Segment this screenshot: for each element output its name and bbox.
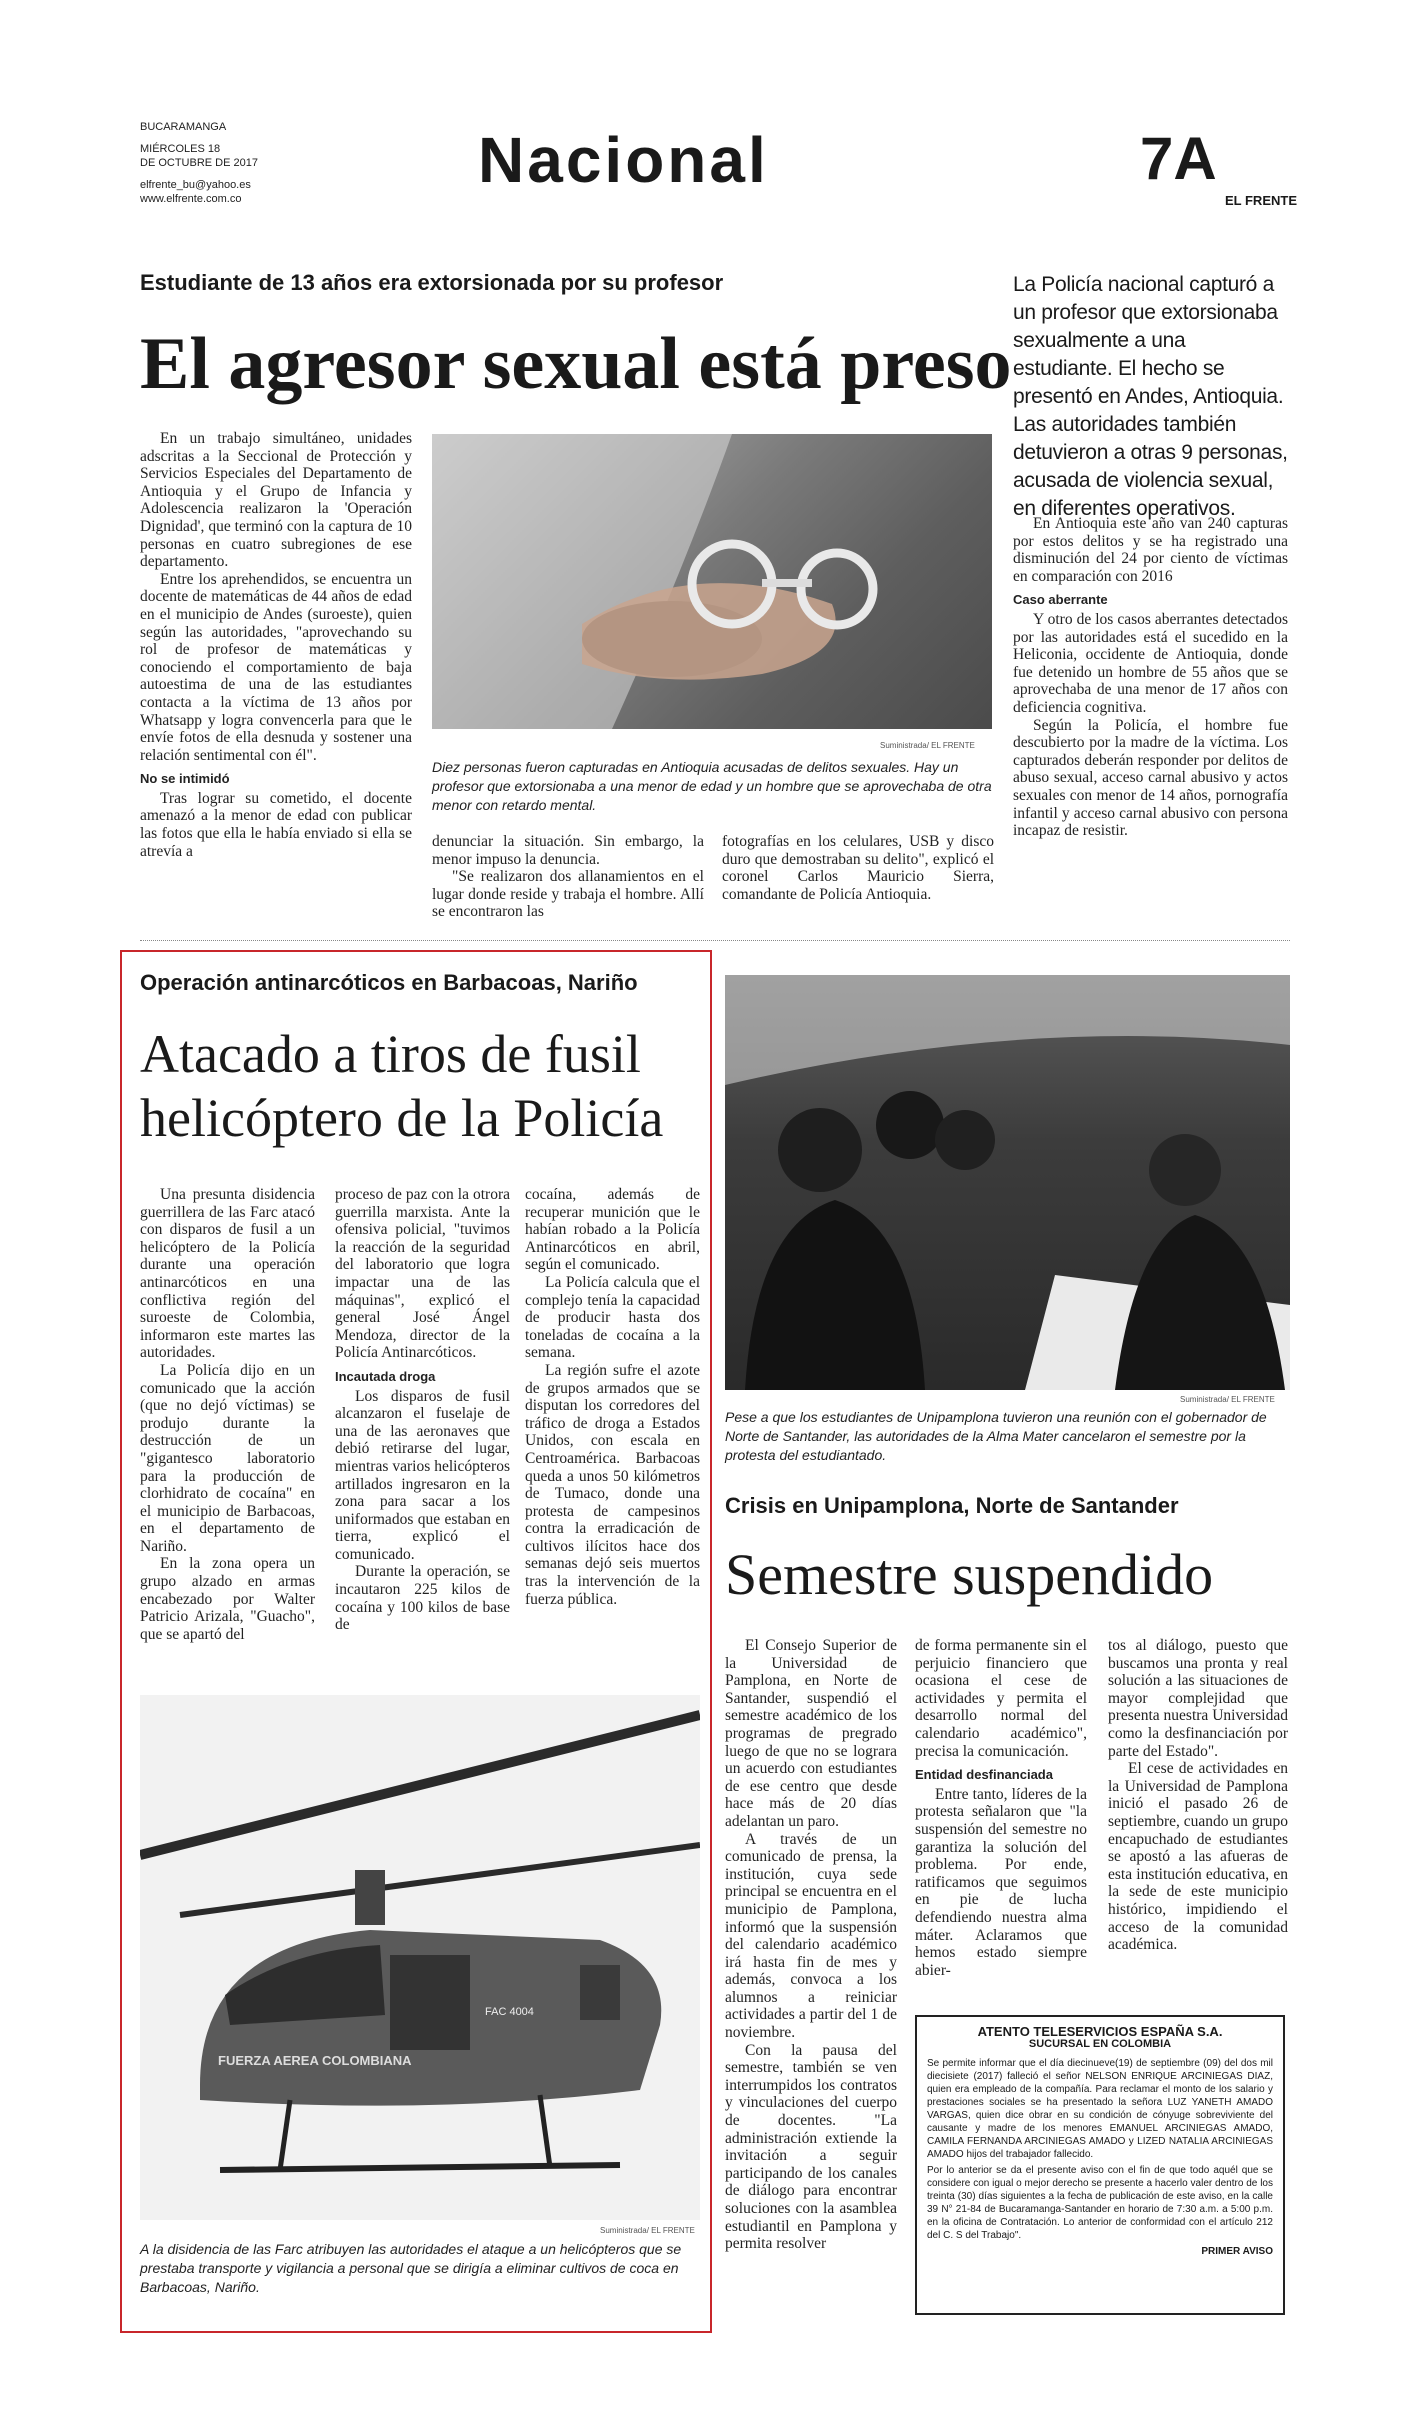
paragraph: de forma permanente sin el perjuicio financiero que ocasiona el cese de actividades y permita el desarrollo normal del calendario académico", precisa la comunicación. xyxy=(915,1637,1087,1760)
subheading: Caso aberrante xyxy=(1013,592,1108,608)
paragraph: La región sufre el azote de grupos armados que se disputan los corredores del tráfico de droga a Estados Unidos, con escala en Centroamérica. Barbacoas queda a unos 50 kilómetros de Tumaco, donde una protesta de campesinos contra la erradicación de cultivos ilícitos hace dos semanas dejó seis muertos tras la intervención de la fuerza pública. xyxy=(525,1361,700,1608)
paragraph: Durante la operación, se incautaron 225 kilos de cocaína y 100 kilos de base de xyxy=(335,1563,510,1634)
date-line-2: DE OCTUBRE DE 2017 xyxy=(140,157,258,169)
story1-summary: La Policía nacional capturó a un profesor que extorsionaba sexualmente a una estudiante. El hecho se presentó en Andes, Antioquia. Las autoridades también detuvieron a otras 9 personas, acusada de violencia sexual, en diferentes operativos. xyxy=(1013,273,1288,520)
paragraph: Una presunta disidencia guerrillera de las Farc atacó con disparos de fusil a un helicóptero de la Policía durante una operación antinarcóticos en una conflictiva región del suroeste de Colombia, informaron este martes las autoridades. xyxy=(140,1186,315,1362)
city-label: BUCARAMANGA xyxy=(140,121,227,133)
paragraph: denunciar la situación. Sin embargo, la menor impuso la denuncia. xyxy=(432,833,704,868)
paragraph: El Consejo Superior de la Universidad de Pamplona, en Norte de Santander, suspendió el semestre académico de los programas de pregrado luego de que no se lograra un acuerdo con estudiantes de ese centro que desde hace más de 20 días adelantan un paro. xyxy=(725,1637,897,1830)
students-meeting-photo xyxy=(725,975,1290,1390)
paragraph: A través de un comunicado de prensa, la institución, cuya sede principal se encuentra en el municipio de Pamplona, informó que la suspensión del calendario académico irá hasta fin de mes y además, convoca a los alumnos a reiniciar actividades a partir del 1 de noviembre. xyxy=(725,1830,897,2042)
paragraph: En la zona opera un grupo alzado en armas encabezado por Walter Patricio Arizala, "Guacho", que se apartó del xyxy=(140,1555,315,1643)
paper-name: EL FRENTE xyxy=(1225,193,1297,208)
story2-column-2 xyxy=(335,1186,510,1634)
helicopter-tail-mark: FAC 4004 xyxy=(485,2006,534,2018)
paragraph: fotografías en los celulares, USB y disco duro que demostraban su delito", explicó el coronel Carlos Mauricio Sierra, comandante de Policía Antioquia. xyxy=(722,833,994,903)
masthead-info xyxy=(140,120,258,206)
notice-title: ATENTO TELESERVICIOS ESPAÑA S.A. xyxy=(977,2024,1223,2039)
story1-kicker: Estudiante de 13 años era extorsionada por su profesor xyxy=(140,270,724,295)
story1-caption: Diez personas fueron capturadas en Antioquia acusadas de delitos sexuales. Hay un profesor que extorsionaba a una menor de edad y un hombre que se aprovechaba de otra menor con retardo mental. xyxy=(432,759,992,813)
page-number: 7A xyxy=(1140,125,1217,192)
story2-photo-credit: Suministrada/ EL FRENTE xyxy=(600,2226,695,2235)
story2-column-3 xyxy=(525,1186,700,1608)
story2-caption: A la disidencia de las Farc atribuyen las autoridades el ataque a un helicópteros que se prestaba transporte y vigilancia a personal que se dirigía a eliminar cultivos de coca en Barbacoas, Nariño. xyxy=(140,2241,682,2295)
subheading: No se intimidó xyxy=(140,771,230,787)
story3-headline: Semestre suspendido xyxy=(725,1542,1214,1607)
story3-column-1 xyxy=(725,1637,897,2253)
handcuffs-photo xyxy=(432,434,992,729)
story1-headline: El agresor sexual está preso xyxy=(140,323,1012,405)
legal-notice xyxy=(915,2015,1285,2315)
paragraph: Tras lograr su cometido, el docente amenazó a la menor de edad con publicar las fotos que ella le había enviado si ella se atrevía a xyxy=(140,789,412,860)
helicopter-fuselage-text: FUERZA AEREA COLOMBIANA xyxy=(218,2053,412,2068)
story3-photo-credit: Suministrada/ EL FRENTE xyxy=(1180,1395,1275,1404)
paragraph: El cese de actividades en la Universidad de Pamplona inició el pasado 26 de septiembre, cuando un grupo encapuchado de estudiantes se apostó a las afueras de esta institución educativa, en la sede de este municipio histórico, impidiendo el acceso de la comunidad académica. xyxy=(1108,1760,1288,1954)
story2-headline xyxy=(140,1022,663,1150)
paragraph: Según la Policía, el hombre fue descubierto por la madre de la víctima. Los capturados deberán responder por delitos de abuso sexual, acceso carnal abusivo y actos sexuales con menor de 14 años, pornografía infantil y acceso carnal abusivo con persona incapaz de resistir. xyxy=(1013,716,1288,840)
story3-kicker: Crisis en Unipamplona, Norte de Santander xyxy=(725,1493,1179,1518)
subheading: Incautada droga xyxy=(335,1368,436,1384)
headline-line-2: helicóptero de la Policía xyxy=(140,1088,664,1148)
paragraph: Entre los aprehendidos, se encuentra un docente de matemáticas de 44 años de edad en el municipio de Andes (suroeste), quien según las autoridades, "aprovechando su rol de profesor de matemáticas y conociendo el comportamiento de baja autoestima de una de las estudiantes contacta a la víctima de 13 años por Whatsapp y logra convencerla para que le envíe fotos de ella desnuda y sostener una relación sentimental con él". xyxy=(140,570,412,764)
paragraph: Con la pausa del semestre, también se ven interrumpidos los contratos y vinculaciones del cuerpo de docentes. "La administración extiende la invitación a seguir participando de los canales de diálogo para encontrar soluciones con la asamblea estudiantil en Pamplona y permita resolver xyxy=(725,2041,897,2253)
helicopter-photo xyxy=(140,1695,700,2220)
story1-column-1 xyxy=(140,430,412,860)
website-link[interactable]: www.elfrente.com.co xyxy=(140,193,242,205)
subheading: Entidad desfinanciada xyxy=(915,1767,1053,1783)
section-divider xyxy=(140,940,1290,941)
story1-column-3 xyxy=(722,833,994,903)
section-title: Nacional xyxy=(478,124,769,196)
paragraph: "Se realizaron dos allanamientos en el lugar donde reside y trabaja el hombre. Allí se encontraron las xyxy=(432,868,704,921)
notice-subtitle: SUCURSAL EN COLOMBIA xyxy=(1028,2038,1172,2050)
date-line-1: MIÉRCOLES 18 xyxy=(140,143,221,155)
story1-column-2 xyxy=(432,833,704,921)
paragraph: tos al diálogo, puesto que buscamos una pronta y real solución a las situaciones de mayor complejidad que presenta nuestra Universidad como la desfinanciación por parte del Estado". xyxy=(1108,1637,1288,1760)
paragraph: En un trabajo simultáneo, unidades adscritas a la Seccional de Protección y Servicios Especiales del Departamento de Antioquia y el Grupo de Infancia y Adolescencia realizaron la 'Operación Dignidad', que terminó con la captura de 10 personas en cuatro subregiones de ese departamento. xyxy=(140,430,412,571)
paragraph: La Policía dijo en un comunicado que la acción (que no dejó víctimas) se produjo durante la destrucción de un "gigantesco laboratorio para la producción de clorhidrato de cocaína" en el municipio de Barbacoas, en el departamento de Nariño. xyxy=(140,1361,315,1555)
story3-column-2 xyxy=(915,1637,1087,1979)
story1-photo-credit: Suministrada/ EL FRENTE xyxy=(880,741,975,750)
story2-kicker: Operación antinarcóticos en Barbacoas, Nariño xyxy=(140,970,638,995)
paragraph: Los disparos de fusil alcanzaron el fuselaje de una de las aeronaves que debió retirarse del lugar, mientras varios helicópteros artillados ingresaron en la zona para sacar a los uniformados que estaban en tierra, explicó el comunicado. xyxy=(335,1387,510,1563)
story3-column-3 xyxy=(1108,1637,1288,1954)
paragraph: En Antioquia este año van 240 capturas por estos delitos y se ha registrado una disminución del 24 por ciento de víctimas en comparación con 2016 xyxy=(1013,515,1288,585)
notice-paragraph-2: Por lo anterior se da el presente aviso con el fin de que todo aquél que se considere con igual o mejor derecho se presente a hacerlo valer dentro de los treinta (30) días siguientes a la fecha de publicación de este aviso, en la calle 39 N° 21-84 de Bucaramanga-Santander en horario de 7:30 a.m. a 5:00 p.m. en la oficina de Contratación. Lo anterior de conformidad con el artículo 212 del C. S del Trabajo". xyxy=(927,2165,1273,2241)
paragraph: Y otro de los casos aberrantes detectados por las autoridades está el sucedido en la Heliconia, occidente de Antioquia, donde fue detenido un hombre de 55 años que se aprovechaba de una menor de 17 años con deficiencia cognitiva. xyxy=(1013,610,1288,716)
story2-column-1 xyxy=(140,1186,315,1643)
paragraph: Entre tanto, líderes de la protesta señalaron que "la suspensión del semestre no garantiza la solución del problema. Por ende, ratificamos que seguimos en pie de lucha defendiendo nuestra alma máter. Aclaramos que hemos estado siempre abier- xyxy=(915,1785,1087,1979)
notice-footer: PRIMER AVISO xyxy=(1201,2246,1273,2257)
story1-sidebar xyxy=(1013,515,1288,840)
paragraph: cocaína, además de recuperar munición que le habían robado a la Policía Antinarcóticos en abril, según el comunicado. xyxy=(525,1186,700,1274)
email-link[interactable]: elfrente_bu@yahoo.es xyxy=(140,179,251,191)
notice-paragraph-1: Se permite informar que el día diecinueve(19) de septiembre (09) del dos mil diecisiete (2017) falleció el señor NELSON ENRIQUE ARCINIEGAS DIAZ, quien era empleado de la compañía. Para reclamar el monto de los salario y prestaciones sociales se ha presentado la señora LUZ YANETH AMADO VARGAS, quien dice obrar en su condición de cónyuge sobreviviente del causante y madre de los menores EMANUEL ARCINIEGAS AMADO, CAMILA FERNANDA ARCINIEGAS AMADO y LIZED NATALIA ARCINIEGAS AMADO hijos del trabajador fallecido. xyxy=(927,2058,1273,2160)
paragraph: proceso de paz con la otrora guerrilla marxista. Ante la ofensiva policial, "tuvimos la reacción de la seguridad del laboratorio que logra impactar una de las máquinas", explicó el general José Ángel Mendoza, director de la Policía Antinarcóticos. xyxy=(335,1186,510,1362)
paragraph: La Policía calcula que el complejo tenía la capacidad de producir hasta dos toneladas de cocaína a la semana. xyxy=(525,1273,700,1362)
headline-line-1: Atacado a tiros de fusil xyxy=(140,1024,641,1084)
story3-caption: Pese a que los estudiantes de Unipamplona tuvieron una reunión con el gobernador de Norte de Santander, las autoridades de la Alma Mater cancelaron el semestre por la protesta del estudiantado. xyxy=(725,1409,1267,1463)
